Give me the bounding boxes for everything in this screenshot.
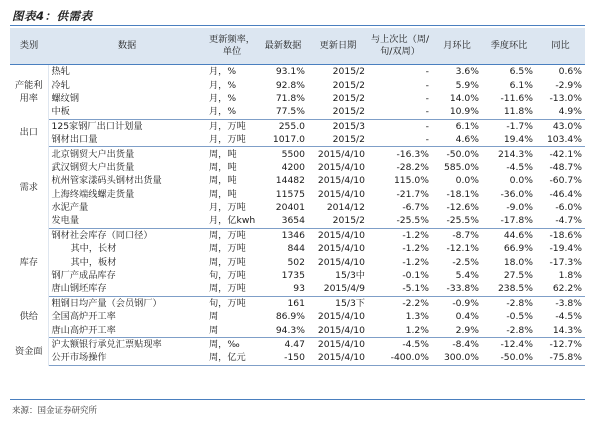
data-cell: 1346	[281, 229, 305, 241]
data-cell: 月，%	[206, 105, 258, 119]
data-cell: 周，吨	[209, 148, 237, 160]
data-cell: 11575	[275, 188, 305, 200]
data-cell: 2015/2	[332, 79, 365, 91]
data-cell: 502	[287, 256, 305, 268]
data-cell: -	[425, 66, 429, 78]
indicator-name: 沪太额银行承兑汇票贴现率	[51, 339, 162, 350]
category-cell: 出口	[10, 119, 48, 147]
data-cell: 2015/4/10	[317, 188, 365, 200]
data-cell: 4200	[281, 161, 305, 173]
bottom-rule	[10, 399, 585, 400]
indicator-name: 中板	[48, 105, 206, 119]
data-cell: -6.0%	[555, 202, 582, 214]
data-cell: -46.4%	[549, 188, 582, 200]
data-cell: -21.7%	[396, 188, 429, 200]
data-cell: -2.5%	[452, 256, 479, 268]
indicator-name: 螺纹钢	[51, 92, 80, 104]
data-cell: 66.9%	[503, 243, 533, 255]
indicator-name: 北京钢贸大户出货量	[51, 148, 135, 160]
data-cell: -17.8%	[482, 214, 536, 228]
data-cell: 周，吨	[209, 188, 237, 200]
data-cell: -28.2%	[396, 161, 429, 173]
data-cell: 5.9%	[455, 79, 479, 91]
column-header: 数据	[48, 28, 206, 65]
data-cell: 2015/4/10	[317, 175, 365, 187]
data-cell: -2.8%	[506, 297, 533, 309]
data-cell: -0.1%	[402, 270, 429, 282]
data-cell: 86.9%	[275, 311, 305, 323]
indicator-name: 钢厂产成品库存	[51, 270, 116, 282]
data-cell: 3.6%	[455, 66, 479, 78]
data-cell: -50.0%	[446, 148, 479, 160]
data-cell: 2015/2	[308, 133, 368, 147]
data-cell: -	[425, 120, 429, 132]
table-row	[10, 105, 585, 119]
data-cell: -4.5%	[402, 339, 429, 350]
data-cell: 5500	[281, 148, 305, 160]
data-cell: 4.47	[284, 339, 305, 350]
column-header: 与上次比（周/旬/双周）	[368, 28, 432, 65]
table-row	[10, 188, 585, 201]
data-cell: 844	[287, 243, 305, 255]
data-cell: 2015/4/10	[317, 339, 365, 350]
data-cell: 6.1%	[455, 120, 479, 132]
data-cell: -36.0%	[500, 188, 533, 200]
data-cell: 2015/4/10	[317, 243, 365, 255]
column-header: 最新数据	[258, 28, 308, 65]
indicator-name: 其中，板材	[70, 256, 117, 268]
data-cell: 2015/2	[332, 92, 365, 104]
data-cell: 238.5%	[482, 282, 536, 296]
data-cell: -42.1%	[549, 148, 582, 160]
indicator-name: 杭州管家漾码头钢材出货量	[51, 175, 162, 187]
data-cell: 旬，万吨	[209, 297, 246, 309]
data-cell: -33.8%	[432, 282, 482, 296]
data-cell: 161	[287, 297, 305, 309]
data-cell: 2015/4/10	[308, 351, 368, 365]
indicator-name: 粗钢日均产量（会员钢厂）	[51, 297, 162, 309]
table-row	[10, 92, 585, 105]
data-cell: 2015/4/10	[317, 229, 365, 241]
data-cell: -1.2%	[402, 229, 429, 241]
data-cell: -400.0%	[368, 351, 432, 365]
indicator-name: 唐山高炉开工率	[48, 323, 206, 337]
data-cell: 0.6%	[558, 66, 582, 78]
data-cell: 14482	[275, 175, 305, 187]
data-cell: 2015/2	[308, 214, 368, 228]
column-header: 类别	[10, 28, 48, 65]
data-cell: -2.8%	[482, 323, 536, 337]
data-cell: 20401	[275, 202, 305, 214]
data-cell: 4.6%	[432, 133, 482, 147]
category-cell: 产能利用率	[10, 65, 48, 120]
data-cell: -1.2%	[402, 256, 429, 268]
category-cell: 库存	[10, 228, 48, 296]
data-cell: 月，万吨	[209, 120, 246, 132]
data-cell: -60.7%	[549, 175, 582, 187]
indicator-name: 上海终端线螺走货量	[51, 188, 135, 200]
data-cell: 14.0%	[449, 92, 479, 104]
data-cell: 周	[209, 311, 219, 323]
data-cell: 15/3下	[335, 297, 365, 309]
data-cell: 1.3%	[405, 311, 429, 323]
table-row	[10, 228, 585, 242]
indicator-name: 冷轧	[51, 79, 70, 91]
data-cell: 2015/4/10	[317, 256, 365, 268]
data-cell: 1.2%	[368, 323, 432, 337]
data-cell: 71.8%	[275, 92, 305, 104]
data-cell: -4.5%	[555, 311, 582, 323]
data-cell: -18.6%	[549, 229, 582, 241]
data-cell: -19.4%	[549, 243, 582, 255]
data-cell: 1017.0	[258, 133, 308, 147]
indicator-name: 125家钢厂出口计划量	[51, 120, 143, 132]
data-cell: -4.5%	[506, 161, 533, 173]
data-cell: -3.8%	[555, 297, 582, 309]
data-cell: 月，%	[209, 79, 237, 91]
table-row	[10, 214, 585, 228]
indicator-name: 全国高炉开工率	[51, 311, 116, 323]
data-cell: 5.4%	[455, 270, 479, 282]
indicator-name: 热轧	[51, 66, 70, 78]
data-cell: 旬，万吨	[209, 270, 246, 282]
indicator-name: 发电量	[48, 214, 206, 228]
data-cell: 0.0%	[455, 175, 479, 187]
data-cell: 92.8%	[275, 79, 305, 91]
data-cell: -48.7%	[549, 161, 582, 173]
data-cell: 3654	[258, 214, 308, 228]
table-row	[10, 78, 585, 91]
data-cell: -1.2%	[402, 243, 429, 255]
data-cell: -8.7%	[452, 229, 479, 241]
indicator-name: 水泥产量	[51, 202, 89, 214]
data-cell: 94.3%	[258, 323, 308, 337]
data-cell: -	[368, 105, 432, 119]
data-cell: 10.9%	[432, 105, 482, 119]
table-row	[10, 296, 585, 310]
data-cell: -	[368, 133, 432, 147]
data-cell: 6.1%	[509, 79, 533, 91]
data-cell: 周，万吨	[209, 243, 246, 255]
data-cell: 62.2%	[536, 282, 585, 296]
data-cell: 月，%	[209, 66, 237, 78]
table-row	[10, 337, 585, 351]
data-cell: 11.8%	[482, 105, 536, 119]
category-cell: 供给	[10, 296, 48, 337]
data-cell: -75.8%	[536, 351, 585, 365]
data-cell: 周，‰	[209, 339, 240, 350]
column-header: 同比	[536, 28, 585, 65]
table-row	[10, 323, 585, 337]
data-cell: 1735	[281, 270, 305, 282]
data-cell: 115.0%	[393, 175, 429, 187]
header-row	[10, 28, 585, 65]
table-row	[10, 174, 585, 187]
table-row	[10, 133, 585, 147]
indicator-name: 其中，长材	[70, 243, 117, 255]
table-row	[10, 269, 585, 282]
data-cell: 2015/4/10	[317, 148, 365, 160]
table-row	[10, 282, 585, 296]
data-cell: 2015/4/10	[317, 161, 365, 173]
figure-title: 图表4：供需表	[12, 9, 93, 23]
data-cell: -25.5%	[432, 214, 482, 228]
data-cell: 27.5%	[503, 270, 533, 282]
data-cell: 周，吨	[209, 175, 237, 187]
data-cell: 周，亿元	[206, 351, 258, 365]
data-cell: 2015/4/9	[308, 282, 368, 296]
data-cell: 2015/3	[332, 120, 365, 132]
data-cell: 93.1%	[275, 66, 305, 78]
table-row	[10, 255, 585, 268]
table-row	[10, 161, 585, 174]
data-cell: 0.4%	[455, 311, 479, 323]
data-cell: -25.5%	[368, 214, 432, 228]
data-cell: -12.1%	[446, 243, 479, 255]
data-cell: -0.5%	[506, 311, 533, 323]
data-cell: -1.7%	[506, 120, 533, 132]
data-cell: 月，万吨	[206, 133, 258, 147]
data-cell: -6.7%	[402, 202, 429, 214]
data-cell: 月，%	[209, 92, 237, 104]
table-row	[10, 119, 585, 133]
data-cell: 19.4%	[482, 133, 536, 147]
data-cell: -17.3%	[549, 256, 582, 268]
data-cell: 2015/2	[308, 105, 368, 119]
data-cell: 300.0%	[432, 351, 482, 365]
data-cell: -2.2%	[402, 297, 429, 309]
data-cell: 93	[258, 282, 308, 296]
table-row	[10, 310, 585, 323]
data-cell: -8.4%	[452, 339, 479, 350]
data-cell: 月，万吨	[209, 202, 246, 214]
column-header: 季度环比	[482, 28, 536, 65]
indicator-name: 公开市场操作	[48, 351, 206, 365]
data-cell: 周	[206, 323, 258, 337]
data-cell: 周，万吨	[209, 229, 246, 241]
data-cell: -18.1%	[446, 188, 479, 200]
data-cell: 周，万吨	[209, 256, 246, 268]
data-cell: 1.8%	[558, 270, 582, 282]
data-cell: -2.9%	[555, 79, 582, 91]
data-cell: -50.0%	[482, 351, 536, 365]
data-cell: 2015/2	[332, 66, 365, 78]
data-cell: 14.3%	[536, 323, 585, 337]
data-cell: 6.5%	[509, 66, 533, 78]
data-cell: -	[425, 79, 429, 91]
indicator-name: 唐山钢坯库存	[48, 282, 206, 296]
data-cell: 周，吨	[209, 161, 237, 173]
data-cell: 103.4%	[536, 133, 585, 147]
data-cell: -16.3%	[396, 148, 429, 160]
data-cell: 月，亿kwh	[206, 214, 258, 228]
data-cell: 0.0%	[509, 175, 533, 187]
data-cell: 214.3%	[497, 148, 533, 160]
column-header: 更新频率，单位	[206, 28, 258, 65]
category-cell: 资金面	[10, 337, 48, 365]
data-cell: 2015/4/10	[308, 323, 368, 337]
source-note: 来源：国金证券研究所	[12, 406, 98, 416]
data-cell: -12.6%	[446, 202, 479, 214]
data-cell: -0.9%	[452, 297, 479, 309]
data-cell: -11.6%	[500, 92, 533, 104]
data-cell: -9.0%	[506, 202, 533, 214]
indicator-name: 钢材出口量	[48, 133, 206, 147]
category-cell: 需求	[10, 147, 48, 228]
table-row	[10, 147, 585, 161]
data-cell: 43.0%	[552, 120, 582, 132]
data-cell: -12.7%	[549, 339, 582, 350]
table-row	[10, 65, 585, 79]
data-cell: 2.9%	[432, 323, 482, 337]
data-cell: 4.9%	[536, 105, 585, 119]
data-cell: 18.0%	[503, 256, 533, 268]
data-cell: -150	[258, 351, 308, 365]
column-header: 更新日期	[308, 28, 368, 65]
data-cell: 2014/12	[326, 202, 365, 214]
table-row	[10, 242, 585, 255]
data-cell: 585.0%	[443, 161, 479, 173]
data-cell: -	[425, 92, 429, 104]
indicator-name: 钢材社会库存（同口径）	[51, 229, 153, 241]
data-cell: 255.0	[278, 120, 305, 132]
data-cell: 周，万吨	[206, 282, 258, 296]
data-cell: -13.0%	[549, 92, 582, 104]
column-header: 月环比	[432, 28, 482, 65]
table-row	[10, 201, 585, 214]
data-cell: -4.7%	[536, 214, 585, 228]
data-cell: 77.5%	[258, 105, 308, 119]
data-cell: -5.1%	[368, 282, 432, 296]
data-cell: 2015/4/10	[317, 311, 365, 323]
data-cell: -12.4%	[500, 339, 533, 350]
table-row	[10, 351, 585, 365]
indicator-name: 武汉钢贸大户出货量	[51, 161, 135, 173]
top-rule	[10, 25, 585, 26]
supply-demand-table	[10, 28, 585, 366]
data-cell: 44.6%	[503, 229, 533, 241]
data-cell: 15/3中	[335, 270, 365, 282]
